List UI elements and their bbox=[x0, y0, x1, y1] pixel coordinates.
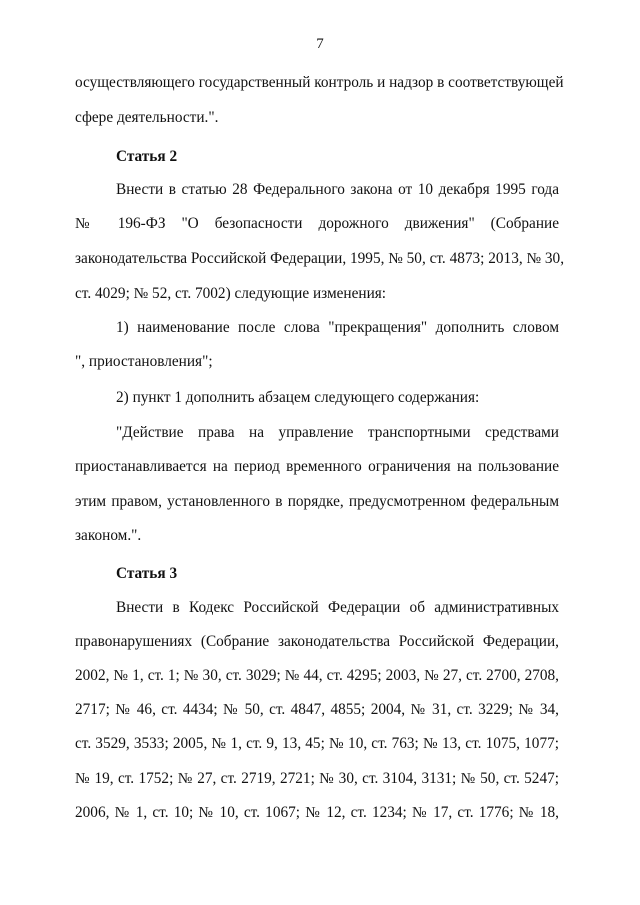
text-line: № 19, ст. 1752; № 27, ст. 2719, 2721; № 30, ст. 3104, 3131; № 50, ст. 5247; bbox=[75, 770, 559, 787]
text-line: 2002, № 1, ст. 1; № 30, ст. 3029; № 44, ст. 4295; 2003, № 27, ст. 2700, 2708, bbox=[75, 667, 559, 684]
text-line: Внести в статью 28 Федерального закона от 10 декабря 1995 года bbox=[116, 181, 559, 198]
text-line: 1) наименование после слова "прекращения" дополнить словом bbox=[116, 319, 559, 336]
text-line: 2) пункт 1 дополнить абзацем следующего содержания: bbox=[116, 389, 480, 406]
text-line: правонарушениях (Собрание законодательства Российской Федерации, bbox=[75, 633, 559, 650]
text-line: этим правом, установленного в порядке, предусмотренном федеральным bbox=[75, 493, 559, 510]
text-line: ст. 4029; № 52, ст. 7002) следующие изменения: bbox=[75, 285, 387, 302]
article-2-heading: Статья 2 bbox=[116, 148, 178, 165]
page-number: 7 bbox=[316, 36, 324, 52]
text-line: 2006, № 1, ст. 10; № 10, ст. 1067; № 12, ст. 1234; № 17, ст. 1776; № 18, bbox=[75, 804, 559, 821]
text-line: осуществляющего государственный контроль и надзор в соответствующей bbox=[75, 74, 564, 91]
article-3-heading: Статья 3 bbox=[116, 565, 178, 582]
text-line: 2717; № 46, ст. 4434; № 50, ст. 4847, 4855; 2004, № 31, ст. 3229; № 34, bbox=[75, 701, 559, 718]
text-line: сфере деятельности.". bbox=[75, 109, 219, 126]
text-line: ст. 3529, 3533; 2005, № 1, ст. 9, 13, 45; № 10, ст. 763; № 13, ст. 1075, 1077; bbox=[75, 735, 559, 752]
text-line: законодательства Российской Федерации, 1995, № 50, ст. 4873; 2013, № 30, bbox=[75, 250, 565, 267]
text-line: № 196-ФЗ "О безопасности дорожного движения" (Собрание bbox=[75, 215, 559, 232]
text-line: "Действие права на управление транспортными средствами bbox=[116, 424, 559, 441]
text-line: законом.". bbox=[75, 527, 142, 544]
text-line: Внести в Кодекс Российской Федерации об административных bbox=[116, 599, 559, 616]
text-line: ", приостановления"; bbox=[75, 353, 213, 370]
text-line: приостанавливается на период временного ограничения на пользование bbox=[75, 458, 559, 475]
